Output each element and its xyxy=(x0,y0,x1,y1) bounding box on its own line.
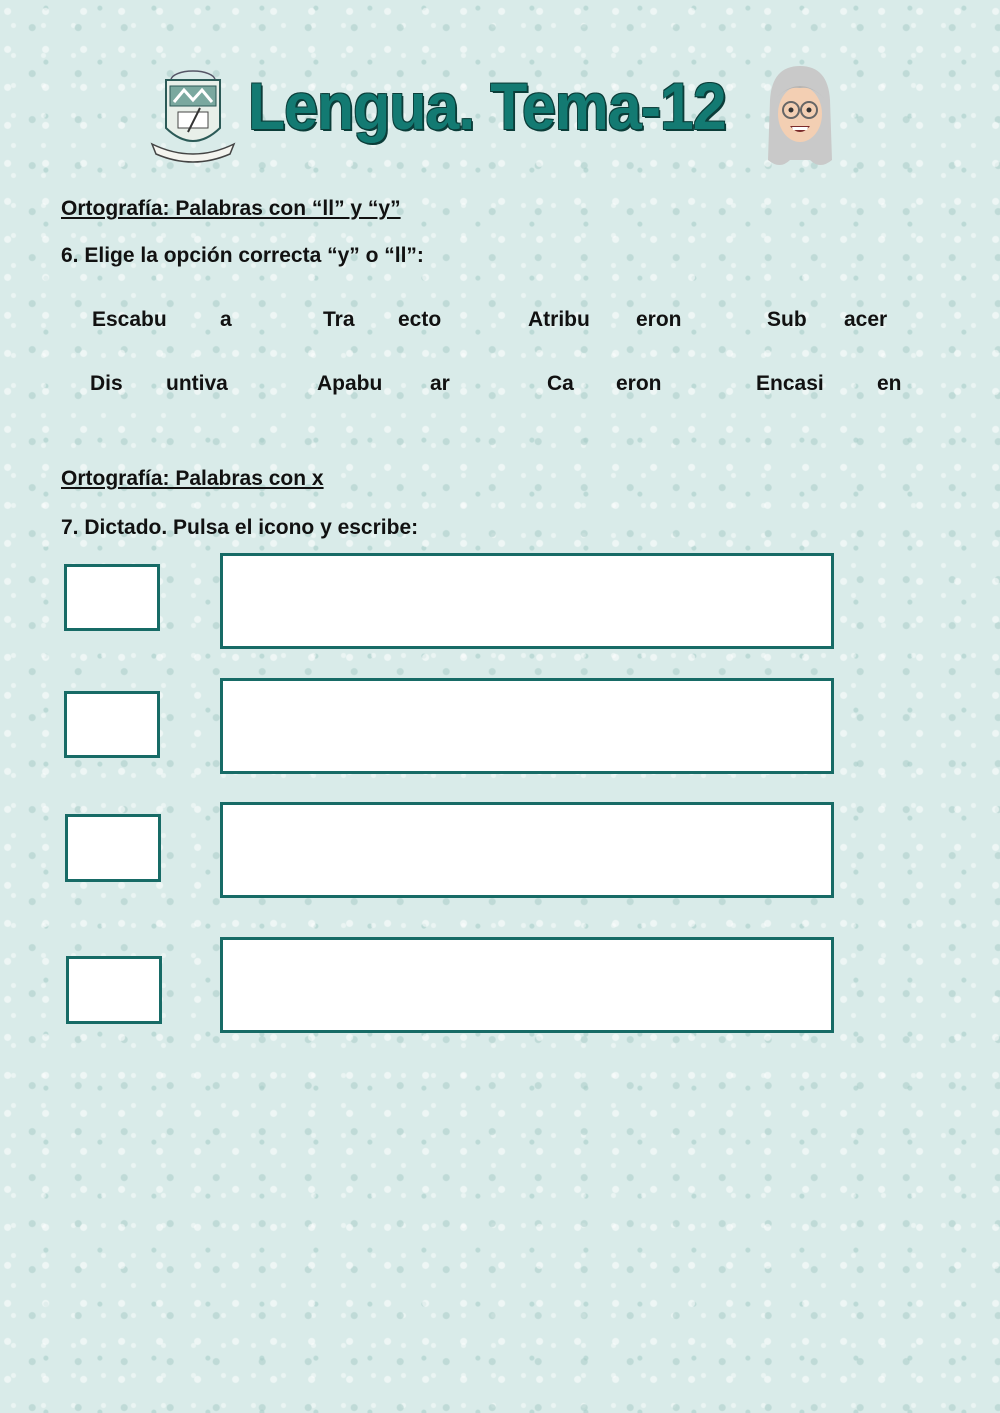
word-fragment: Dis xyxy=(90,372,123,395)
word-fragment: Escabu xyxy=(92,308,167,331)
audio-play-button[interactable] xyxy=(64,564,160,631)
dictation-answer-input[interactable] xyxy=(220,802,834,898)
dictation-answer-input[interactable] xyxy=(220,553,834,649)
exercise-6-instruction: 6. Elige la opción correcta “y” o “ll”: xyxy=(61,244,424,267)
dictation-answer-input[interactable] xyxy=(220,937,834,1033)
exercise-7-instruction: 7. Dictado. Pulsa el icono y escribe: xyxy=(61,516,419,539)
word-fragment: Tra xyxy=(323,308,355,331)
word-fragment: a xyxy=(220,308,232,331)
word-fragment: Sub xyxy=(767,308,807,331)
audio-play-button[interactable] xyxy=(65,814,161,882)
word-fragment: eron xyxy=(636,308,682,331)
word-fragment: eron xyxy=(616,372,662,395)
section-heading-ll-y: Ortografía: Palabras con “ll” y “y” xyxy=(61,197,401,220)
word-fragment: acer xyxy=(844,308,888,331)
school-crest-icon xyxy=(148,66,238,164)
audio-play-button[interactable] xyxy=(64,691,160,758)
dictation-answer-input[interactable] xyxy=(220,678,834,774)
audio-play-button[interactable] xyxy=(66,956,162,1024)
word-fragment: Apabu xyxy=(317,372,383,395)
word-fragment: Ca xyxy=(547,372,574,395)
page-title: Lengua. Tema-12 xyxy=(248,69,726,143)
teacher-memoji-icon xyxy=(760,60,840,172)
word-fragment: ar xyxy=(430,372,450,395)
section-heading-x: Ortografía: Palabras con x xyxy=(61,467,324,490)
word-fragment: en xyxy=(877,372,902,395)
word-fragment: untiva xyxy=(166,372,228,395)
word-fragment: ecto xyxy=(398,308,442,331)
word-fragment: Atribu xyxy=(528,308,590,331)
word-fragment: Encasi xyxy=(756,372,824,395)
